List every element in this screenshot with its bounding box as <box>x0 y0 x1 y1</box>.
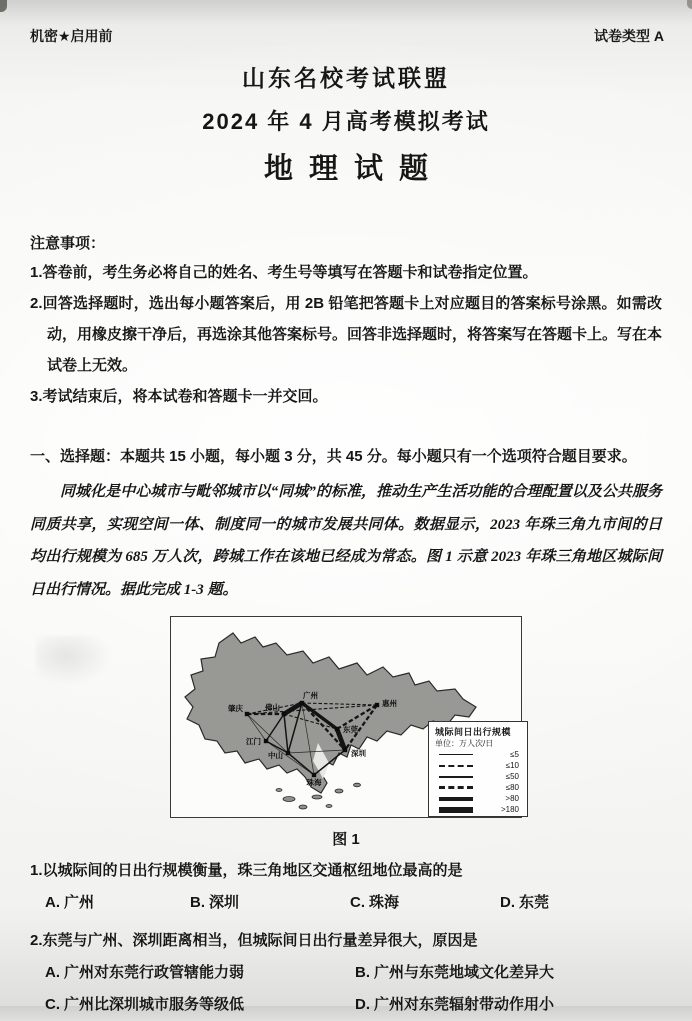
legend-line-sample <box>439 765 473 767</box>
city-label: 东莞 <box>343 725 358 734</box>
city-label: 珠海 <box>306 778 322 787</box>
option-d <box>355 989 662 1021</box>
option-text: 东莞 <box>519 894 550 911</box>
island <box>326 805 332 808</box>
exam-title: 2024 年 4 月高考模拟考试 <box>202 109 490 134</box>
page-topbar <box>0 0 692 46</box>
island <box>312 795 322 799</box>
island <box>354 783 361 787</box>
option-b <box>355 957 662 989</box>
title-block <box>0 60 692 187</box>
city-marker <box>375 703 379 707</box>
city-label: 广州 <box>303 691 318 700</box>
option-c <box>45 989 355 1021</box>
option-label: D. <box>500 894 515 911</box>
city-label: 佛山 <box>265 703 280 712</box>
legend-line-sample <box>439 797 473 801</box>
option-d <box>500 887 662 919</box>
city-marker <box>245 712 249 716</box>
option-label: B. <box>190 894 205 911</box>
notice-item-3: 3.考试结束后，将本试卷和答题卡一并交回。 <box>30 388 328 405</box>
legend-row <box>435 804 522 815</box>
question-2-options <box>30 957 662 1021</box>
notice-item-2: 2.回答选择题时，选出每小题答案后，用 2B 铅笔把答题卡上对应题目的答案标号涂黑。如需改动，用橡皮擦干净后，再选涂其他答案标号。回答非选择题时，将答案写在答题卡上。写在本试卷上无效。 <box>30 295 663 374</box>
island <box>283 797 295 802</box>
legend-unit: 单位：万人次/日 <box>435 739 494 748</box>
question-1-stem: 1.以城际间的日出行规模衡量，珠三角地区交通枢纽地位最高的是 <box>30 862 463 879</box>
legend-label: >180 <box>500 805 519 814</box>
option-a <box>45 887 190 919</box>
legend-line-sample <box>439 776 473 778</box>
legend-row <box>435 771 522 782</box>
legend-line-sample <box>439 807 473 813</box>
option-text: 广州与东莞地域文化差异大 <box>374 964 555 981</box>
legend-label: ≤50 <box>505 772 519 781</box>
notice-heading: 注意事项： <box>30 235 106 252</box>
legend-row <box>435 760 522 771</box>
legend-line-sample <box>439 754 473 755</box>
legend-label: ≤5 <box>510 750 519 759</box>
question-2-stem: 2.东莞与广州、深圳距离相当，但城际间日出行量差异很大，原因是 <box>30 932 478 949</box>
organization-title: 山东名校考试联盟 <box>242 65 450 91</box>
option-label: A. <box>45 964 60 981</box>
island <box>276 789 282 792</box>
city-marker <box>312 773 316 777</box>
option-text: 广州对东莞行政管辖能力弱 <box>64 964 245 981</box>
legend-line-sample <box>439 786 473 789</box>
option-label: B. <box>355 964 370 981</box>
city-label: 中山 <box>268 751 283 760</box>
city-marker <box>282 712 286 716</box>
option-a <box>45 957 355 989</box>
question-1 <box>30 855 662 919</box>
option-text: 广州 <box>64 894 95 911</box>
notice-item-1: 1.答卷前，考生务必将自己的姓名、考生号等填写在答题卡和试卷指定位置。 <box>30 264 538 281</box>
section-one-heading: 一、选择题：本题共 15 小题，每小题 3 分，共 45 分。每小题只有一个选项符合题目要求。 <box>30 448 637 465</box>
option-label: C. <box>350 894 365 911</box>
scan-corner-mark-right <box>687 0 692 9</box>
legend-box <box>428 721 528 817</box>
legend-label: >80 <box>505 794 519 803</box>
legend-label: ≤80 <box>505 783 519 792</box>
city-label: 江门 <box>246 737 261 746</box>
city-marker <box>335 727 339 731</box>
city-marker <box>343 748 347 752</box>
option-label: D. <box>355 996 370 1013</box>
question-1-options <box>30 887 662 919</box>
option-b <box>190 887 350 919</box>
city-label: 惠州 <box>382 699 397 708</box>
option-c <box>350 887 500 919</box>
question-2 <box>30 925 662 1021</box>
reading-passage: 同城化是中心城市与毗邻城市以“同城”的标准，推动生产生活功能的合理配置以及公共服务同质共享，实现空间一体、制度同一的城市发展共同体。数据显示，2023 年珠三角九市间的日均出行规模为 685 万人次，跨城工作在该地已经成为常态。图 1 示意 2023 年珠三角地区城际间日出行情况。据此完成 1-3 题。 <box>30 484 662 598</box>
city-marker <box>286 751 290 755</box>
option-text: 广州对东莞辐射带动作用小 <box>374 996 555 1013</box>
legend-title: 城际间日出行规模 <box>435 727 512 737</box>
confidential-label: 机密★启用前 <box>30 28 113 44</box>
legend-label: ≤10 <box>505 761 519 770</box>
option-text: 广州比深圳城市服务等级低 <box>64 996 245 1013</box>
option-label: A. <box>45 894 60 911</box>
city-label: 肇庆 <box>228 704 243 713</box>
scan-smudge-artifact <box>36 636 112 686</box>
option-text: 深圳 <box>209 894 240 911</box>
city-marker <box>300 701 304 705</box>
island <box>335 789 343 793</box>
option-label: C. <box>45 996 60 1013</box>
subject-title: 地理试题 <box>263 153 444 185</box>
notice-section <box>30 231 662 412</box>
legend-row <box>435 749 522 760</box>
legend-row <box>435 782 522 793</box>
city-label: 深圳 <box>351 749 366 758</box>
city-marker <box>264 739 268 743</box>
option-text: 珠海 <box>369 894 400 911</box>
island <box>299 805 307 809</box>
paper-type-label: 试卷类型 A <box>594 28 664 44</box>
figure-box <box>170 616 522 818</box>
legend-row <box>435 793 522 804</box>
figure-caption: 图 1 <box>332 831 360 848</box>
